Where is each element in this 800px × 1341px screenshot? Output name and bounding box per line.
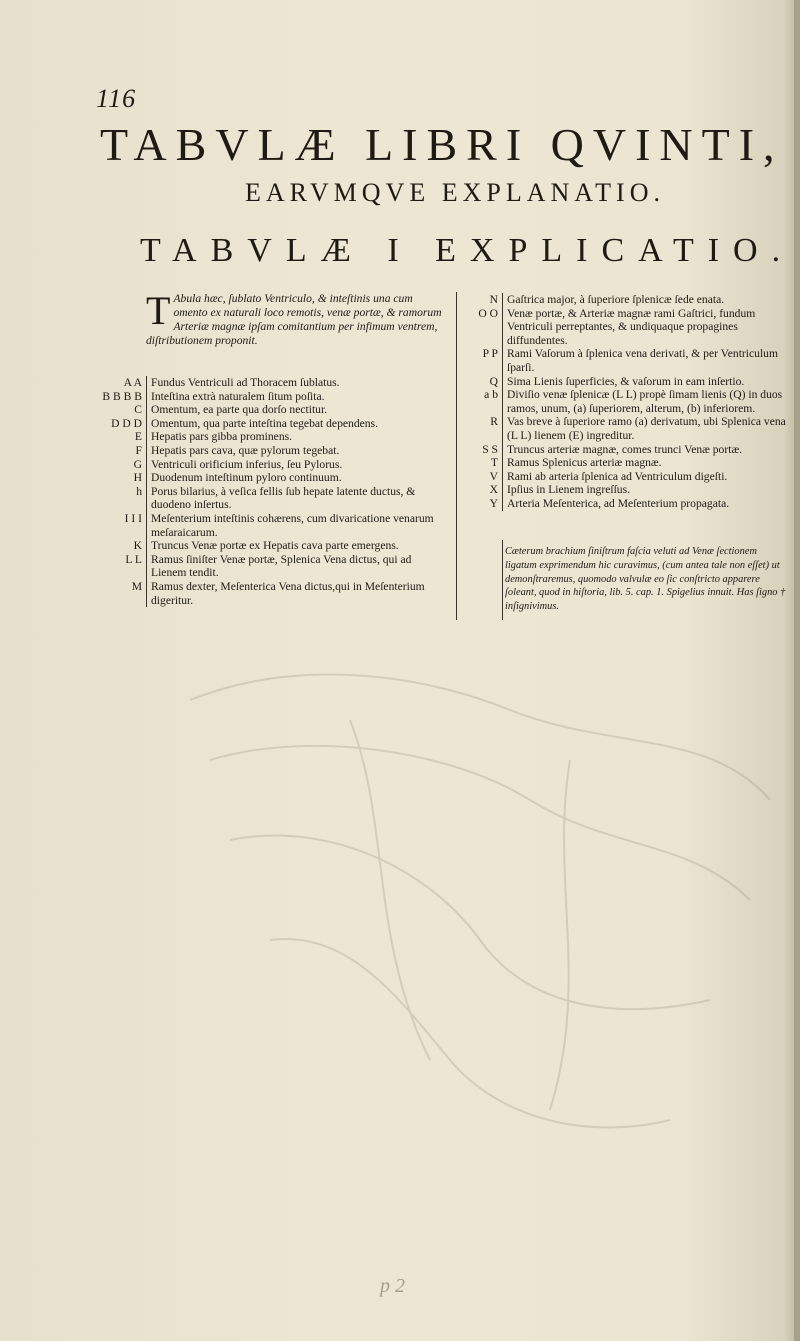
legend-text: Diviſio venæ ſplenicæ (L L) propè ſimam lienis (Q) in duos ramos, unum, (a) ſuperiorem, alterum, (b) inferiorem. (502, 388, 790, 415)
intro-text: Abula hæc, ſublato Ventriculo, & inteſtinis una cum omento ex naturali loco remotis, venæ portæ, & ramorum Arteriæ magnæ ipſam comitantium per infimum ventrem, diſtributionem proponit. (146, 292, 442, 347)
legend-label: B B B B (102, 389, 142, 403)
legend-entry (88, 430, 442, 444)
legend-entry (88, 553, 442, 580)
legend-label: A A (123, 376, 142, 389)
legend-entry (460, 347, 790, 374)
legend-label: V (489, 469, 498, 483)
legend-text: Rami ab arteria ſplenica ad Ventriculum digeſti. (502, 470, 790, 484)
page-title: TABVLÆ LIBRI QVINTI, (100, 119, 784, 170)
legend-text: Omentum, qua parte inteſtina tegebat dependens. (146, 417, 442, 431)
legend-text: Ramus ſiniſter Venæ portæ, Splenica Vena dictus, qui ad Lienem tendit. (146, 553, 442, 580)
drop-cap: T (146, 288, 171, 333)
legend-entry (88, 403, 442, 417)
legend-entry (88, 417, 442, 431)
legend-text: Porus bilarius, à veſica fellis ſub hepate latente ductus, & duodeno inſertus. (146, 485, 442, 512)
legend-text: Hepatis pars cava, quæ pylorum tegebat. (146, 444, 442, 458)
legend-label: L L (125, 552, 142, 566)
right-legend-list (460, 293, 790, 511)
bleed-through-illustration (150, 640, 790, 1200)
legend-label: F (135, 443, 142, 457)
legend-label: Y (489, 496, 498, 510)
legend-text: Gaſtrica major, à ſuperiore ſplenicæ ſede enata. (502, 293, 790, 307)
legend-label: I I I (124, 511, 142, 525)
legend-entry (460, 456, 790, 470)
legend-text: Ramus Splenicus arteriæ magnæ. (502, 456, 790, 470)
legend-label: Q (489, 374, 498, 388)
legend-label: X (489, 483, 498, 497)
legend-label: E (134, 430, 142, 444)
legend-entry (88, 485, 442, 512)
legend-text: Meſenterium inteſtinis cohærens, cum divaricatione venarum meſaraicarum. (146, 512, 442, 539)
legend-entry (460, 470, 790, 484)
legend-entry (460, 388, 790, 415)
legend-label: P P (482, 347, 498, 361)
legend-entry (460, 483, 790, 497)
legend-text: Duodenum inteſtinum pyloro continuum. (146, 471, 442, 485)
legend-text: Hepatis pars gibba prominens. (146, 430, 442, 444)
signature-mark: p 2 (380, 1275, 405, 1297)
legend-label: K (133, 539, 142, 553)
legend-entry (88, 458, 442, 472)
column-divider (456, 292, 457, 620)
legend-entry (88, 390, 442, 404)
legend-entry (88, 580, 442, 607)
legend-text: Vas breve à ſuperiore ramo (a) derivatum, ubi Splenica vena (L L) lienem (E) ingreditur. (502, 415, 790, 442)
section-heading: TABVLÆ I EXPLICATIO. (140, 232, 795, 269)
legend-text: Inteſtina extrà naturalem ſitum poſita. (146, 390, 442, 404)
legend-entry (460, 443, 790, 457)
legend-label: G (133, 457, 142, 471)
legend-text: Ventriculi orificium inferius, ſeu Pylorus. (146, 458, 442, 472)
legend-entry (460, 497, 790, 511)
legend-label: R (490, 415, 498, 429)
left-legend-list (88, 376, 442, 607)
legend-text: Ipſius in Lienem ingreſſus. (502, 483, 790, 497)
legend-entry (88, 471, 442, 485)
intro-paragraph (146, 288, 442, 348)
legend-label: C (134, 403, 142, 417)
note-divider (502, 540, 503, 620)
closing-note: Cæterum brachium ſiniſtrum faſcia veluti ad Venæ ſectionem ligatum exprimendum hic curavimus, (cum antea tale non eſſet) ut demonſtraremus, quomodo valvulæ eo ſic conſtricto apparere ſoleant, quod in hiſtoria, lib. 5. cap. 1. Spigelius innuit. Has ſigno † inſignivimus. (505, 546, 786, 613)
legend-label: D D D (111, 416, 142, 430)
legend-entry (88, 539, 442, 553)
legend-entry (460, 293, 790, 307)
legend-text: Sima Lienis ſuperficies, & vaſorum in eam inſertio. (502, 375, 790, 389)
page-subtitle: EARVMQVE EXPLANATIO. (244, 178, 665, 207)
legend-label: M (131, 579, 142, 593)
legend-text: Ramus dexter, Meſenterica Vena dictus,qui in Meſenterium digeritur. (146, 580, 442, 607)
legend-label: T (490, 456, 498, 470)
legend-text: Fundus Ventriculi ad Thoracem ſublatus. (146, 376, 442, 390)
legend-entry (460, 375, 790, 389)
legend-text: Truncus arteriæ magnæ, comes trunci Venæ portæ. (502, 443, 790, 457)
legend-label: N (489, 293, 498, 306)
legend-label: a b (484, 388, 498, 402)
legend-text: Venæ portæ, & Arteriæ magnæ rami Gaſtrici, fundum Ventriculi perreptantes, & undiquaque propagines diffundentes. (502, 307, 790, 348)
legend-text: Truncus Venæ portæ ex Hepatis cava parte emergens. (146, 539, 442, 553)
legend-text: Omentum, ea parte qua dorſo nectitur. (146, 403, 442, 417)
legend-entry (460, 307, 790, 348)
legend-entry (88, 444, 442, 458)
legend-label: H (133, 471, 142, 485)
legend-text: Rami Vaſorum à ſplenica vena derivati, & per Ventriculum ſparſi. (502, 347, 790, 374)
legend-entry (88, 512, 442, 539)
legend-label: O O (478, 306, 498, 320)
legend-label: S S (482, 442, 498, 456)
page-number: 116 (96, 84, 137, 113)
legend-entry (460, 415, 790, 442)
legend-label: h (136, 484, 142, 498)
legend-text: Arteria Meſenterica, ad Meſenterium propagata. (502, 497, 790, 511)
legend-entry (88, 376, 442, 390)
